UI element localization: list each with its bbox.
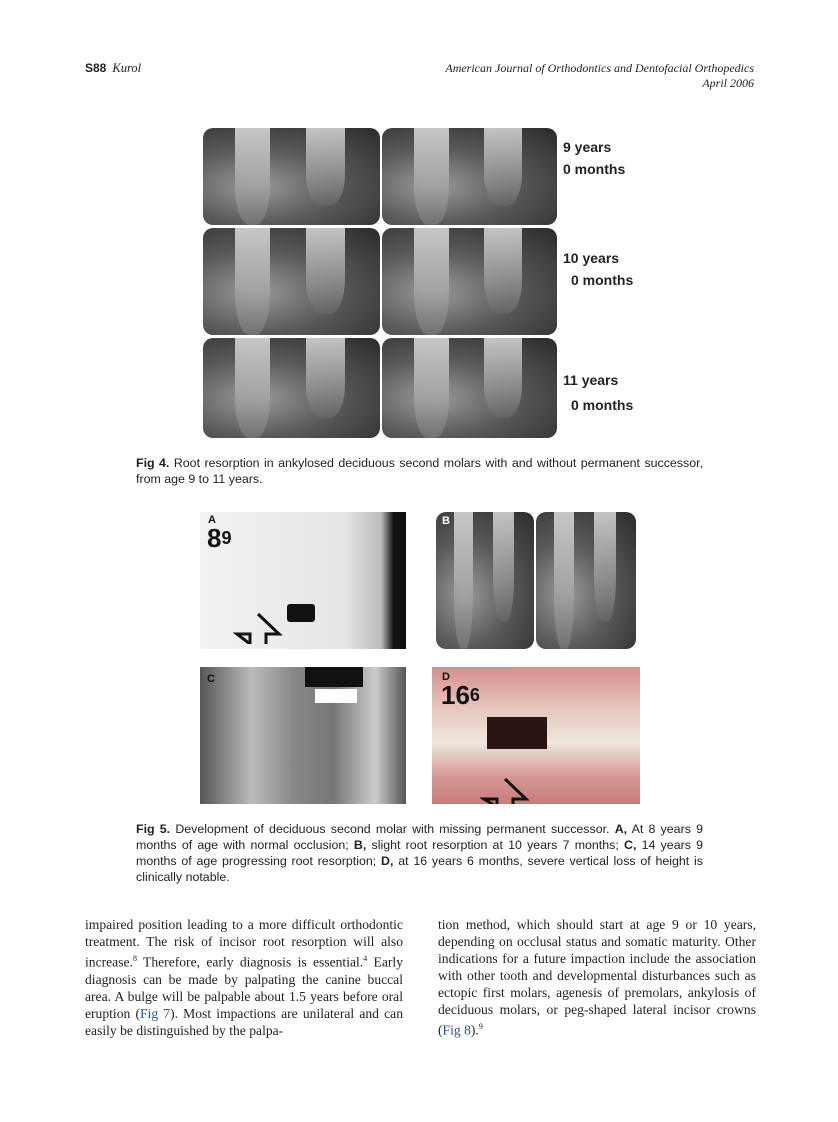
arrow-up-icon bbox=[480, 777, 530, 804]
age-label-11: 11 years 0 months bbox=[563, 372, 634, 413]
figure-5-caption: Fig 5. Development of deciduous second molar with missing permanent successor. A, At 8 years 9 months of age with normal occlusion; B, slight root resorption at 10 years 7 months; C, 14 years 9 months of age progressing root resorption; D, at 16 years 6 months, severe vertical loss of height is clinically notable. bbox=[136, 822, 704, 884]
body-column-left: impaired position leading to a more difficult orthodontic treatment. The risk of incisor root resorption will also increase.$^8$ Therefore, early diagnosis is essential.$^4$ Early diagnosis can be made by palpating the canine buccal area. A bulge will be palpable about 1.5 years before oral eruption (Fig 7). Most impactions are unilateral and can easily be distinguished by the palpa- bbox=[85, 917, 403, 1038]
panel-c-radiograph bbox=[200, 667, 406, 804]
running-header-right bbox=[445, 61, 754, 91]
fig-8-link[interactable]: Fig 8 bbox=[442, 1022, 471, 1038]
arrow-up-icon bbox=[233, 612, 283, 644]
age-label-10: 10 years 0 months bbox=[563, 250, 634, 288]
fig-7-link[interactable]: Fig 7 bbox=[140, 1005, 171, 1021]
panel-b-radiograph-left bbox=[436, 512, 534, 649]
panel-label-a: A bbox=[208, 514, 216, 526]
author: Kurol bbox=[112, 61, 142, 75]
radiograph-10y-left bbox=[203, 228, 380, 335]
panel-b-radiograph-right bbox=[536, 512, 636, 649]
age-label-9: 9 years 0 months bbox=[563, 139, 626, 177]
running-header-left bbox=[85, 61, 141, 76]
body-column-right: tion method, which should start at age 9 or 10 years, depending on occlusal status and somatic maturity. Other indications for a future impaction include the association with other tooth and developmental disturbances such as ectopic first molars, agenesis of premolars, ankylosis of deciduous molars, or peg-shaped lateral incisor crowns (Fig 8).$^9$ bbox=[438, 917, 756, 1038]
dark-gap bbox=[305, 667, 363, 687]
radiograph-10y-right bbox=[382, 228, 557, 335]
panel-d-clinical-photo bbox=[432, 667, 640, 804]
panel-label-c: C bbox=[207, 673, 215, 685]
page-number: S88 bbox=[85, 61, 107, 75]
gap bbox=[487, 717, 547, 749]
panel-label-d: D bbox=[442, 671, 450, 683]
age-marker-d: $16^6$ bbox=[441, 680, 480, 710]
panel-a-dental-cast bbox=[200, 512, 406, 649]
panel-label-b: B bbox=[442, 515, 450, 527]
journal-title: American Journal of Orthodontics and Dentofacial Orthopedics bbox=[445, 61, 754, 75]
figure-4-caption: Fig 4. Root resorption in ankylosed deciduous second molars with and without permanent successor, from age 9 to 11 years. bbox=[136, 456, 703, 486]
radiograph-11y-right bbox=[382, 338, 557, 438]
age-marker-a: $8^9$ bbox=[207, 523, 232, 553]
issue-date: April 2006 bbox=[702, 76, 754, 90]
radiograph-9y-right bbox=[382, 128, 557, 225]
radiograph-11y-left bbox=[203, 338, 380, 438]
gap bbox=[287, 604, 315, 622]
restoration bbox=[315, 689, 357, 703]
radiograph-9y-left bbox=[203, 128, 380, 225]
